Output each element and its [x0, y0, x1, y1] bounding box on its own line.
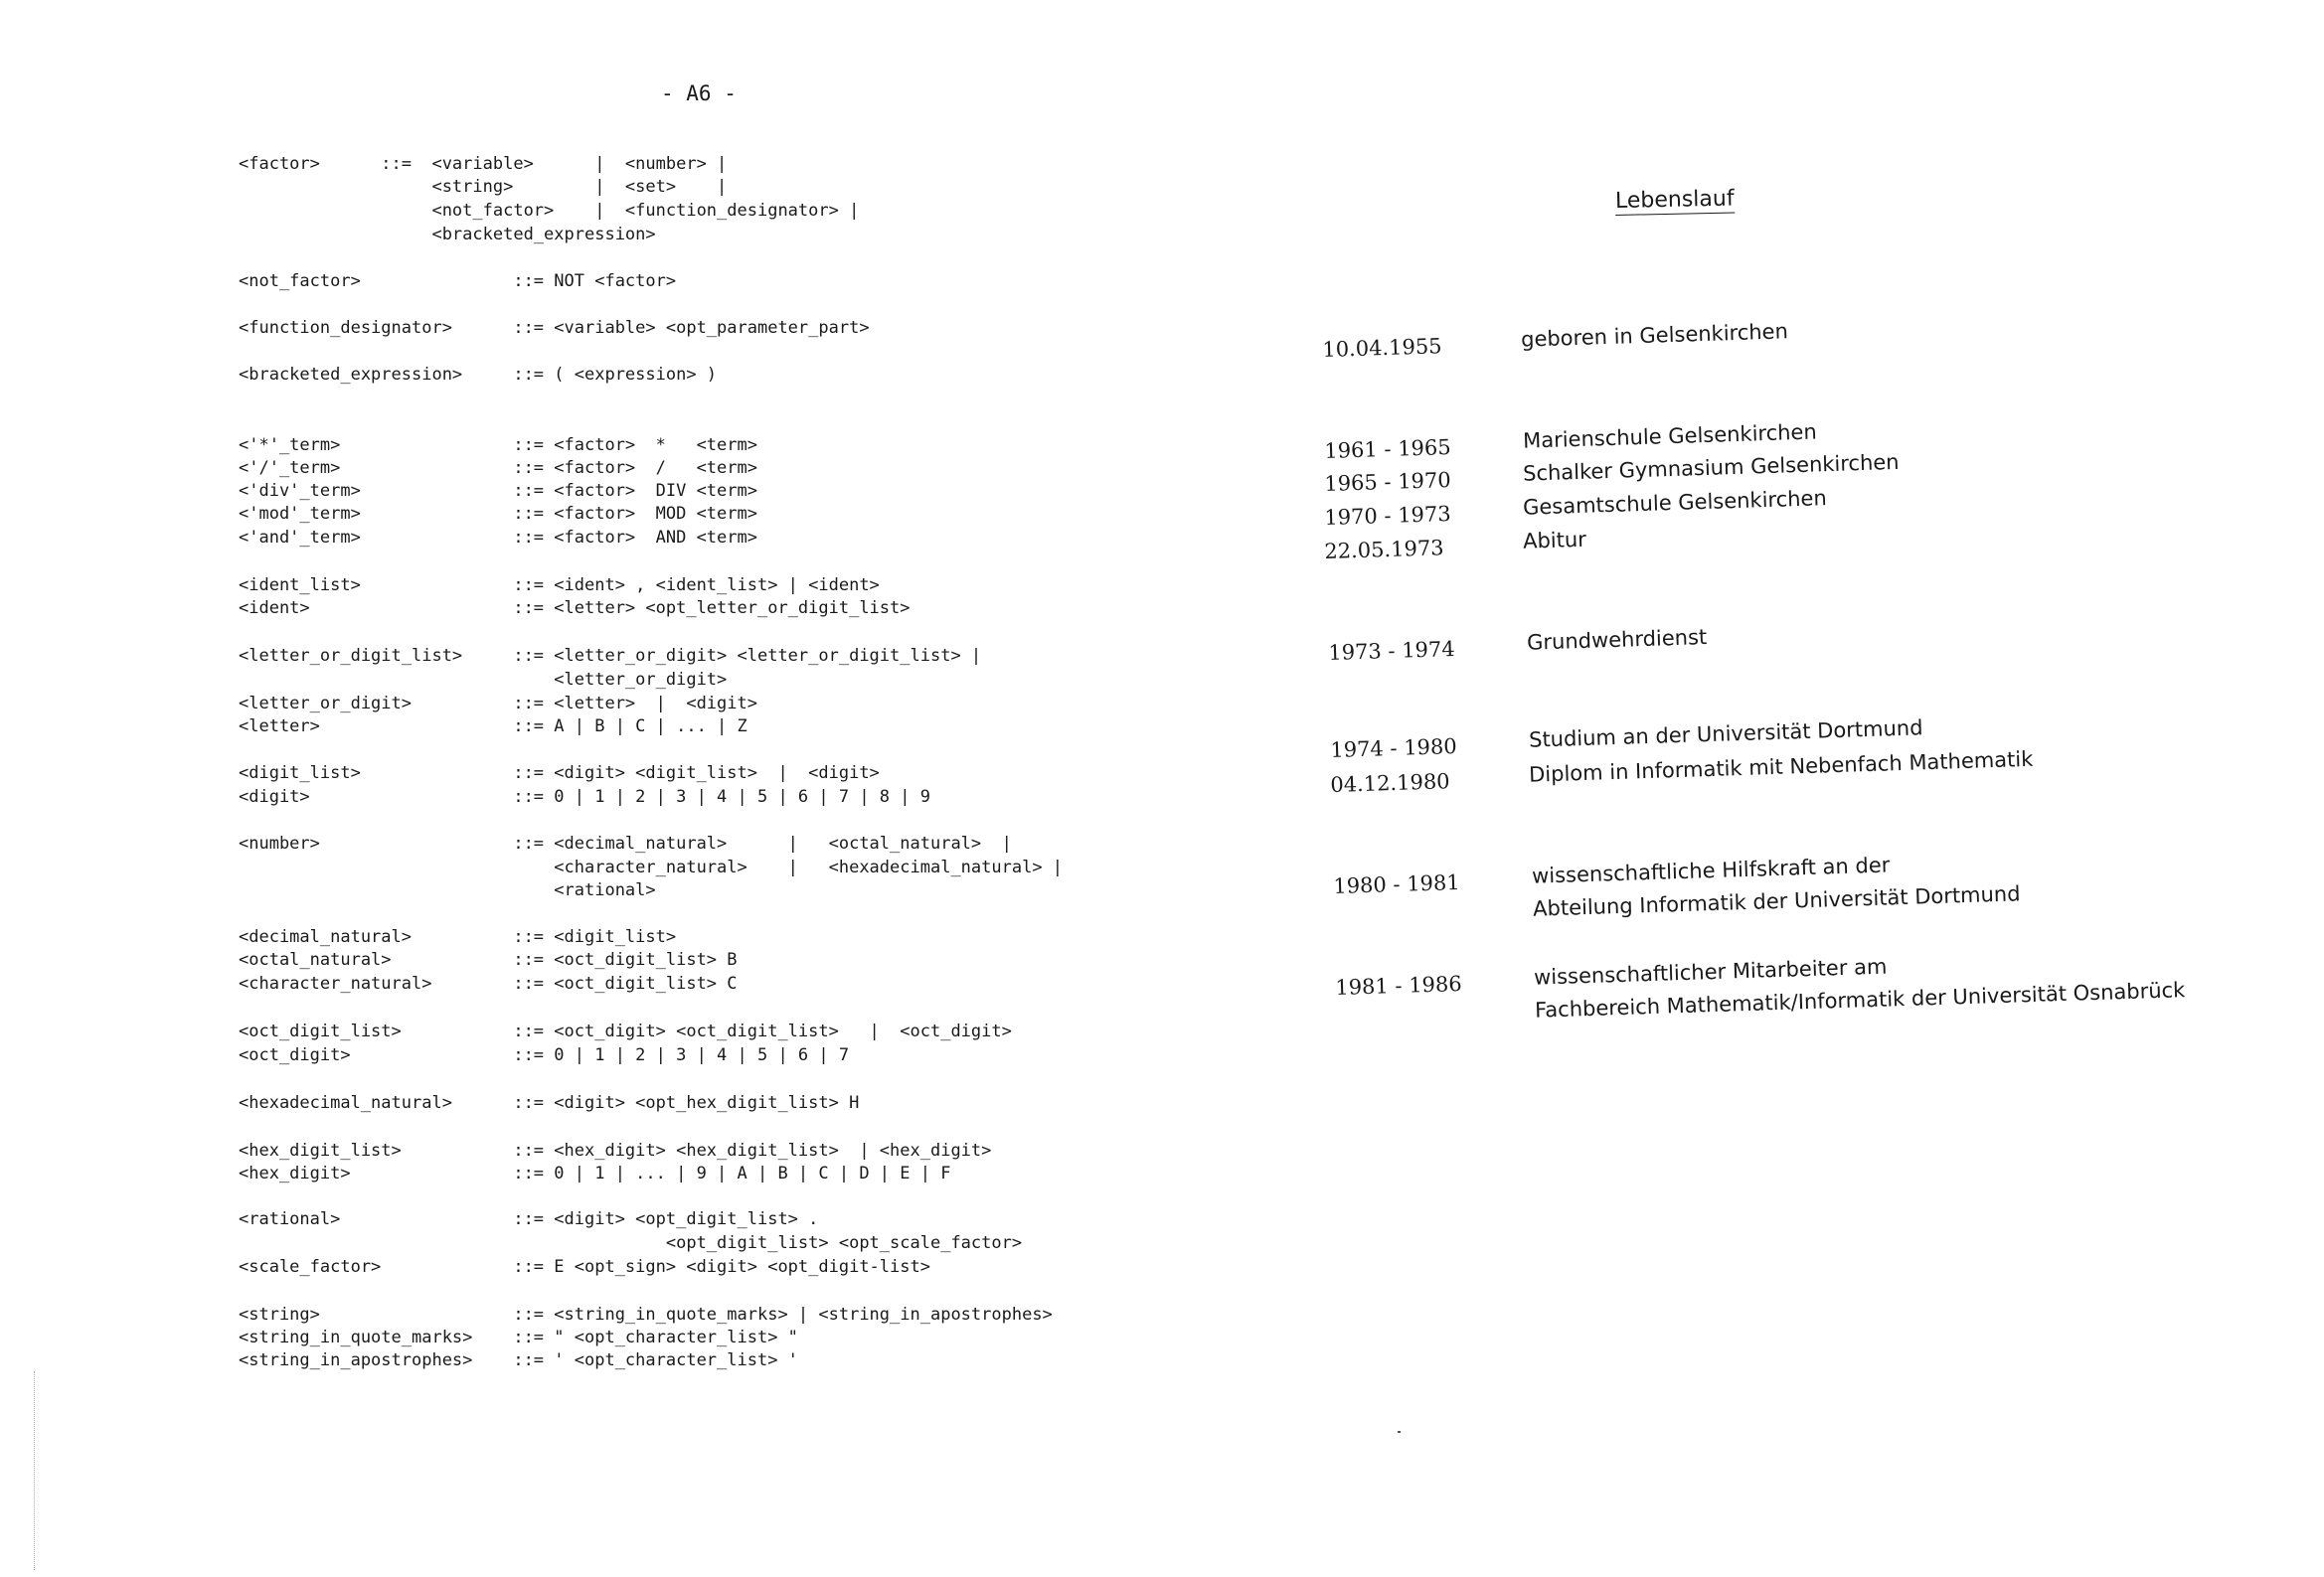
- cv-entry-text: Schalker Gymnasium Gelsenkirchen: [1522, 449, 1900, 486]
- cv-title: Lebenslauf: [1614, 186, 1735, 214]
- grammar-line: <character_natural> ::= <oct_digit_list> C: [239, 974, 738, 994]
- grammar-line: <digit> ::= 0 | 1 | 2 | 3 | 4 | 5 | 6 | 7 | 8 | 9: [239, 787, 930, 807]
- cv-entry-text: Studium an der Universität Dortmund: [1528, 715, 1923, 752]
- grammar-line: <'mod'_term> ::= <factor> MOD <term>: [239, 504, 757, 524]
- cv-entry-date: 04.12.1980: [1330, 769, 1450, 797]
- grammar-line: <ident> ::= <letter> <opt_letter_or_digit_list>: [239, 598, 911, 618]
- grammar-line: <decimal_natural> ::= <digit_list>: [239, 927, 677, 947]
- grammar-line: <string_in_quote_marks> ::= " <opt_character_list> ": [239, 1328, 798, 1347]
- cv-entry-date: 10.04.1955: [1322, 334, 1442, 362]
- grammar-line: <'div'_term> ::= <factor> DIV <term>: [239, 481, 757, 501]
- grammar-line: <string> ::= <string_in_quote_marks> | <string_in_apostrophes>: [239, 1305, 1053, 1325]
- cv-entry-date: 22.05.1973: [1324, 536, 1444, 563]
- grammar-line: <rational> ::= <digit> <opt_digit_list> .: [239, 1209, 819, 1229]
- grammar-line: <scale_factor> ::= E <opt_sign> <digit> <opt_digit-list>: [239, 1257, 930, 1277]
- grammar-line: <digit_list> ::= <digit> <digit_list> | <digit>: [239, 763, 880, 783]
- grammar-line: <function_designator> ::= <variable> <opt_parameter_part>: [239, 318, 870, 338]
- cv-entry-text: wissenschaftliche Hilfskraft an der Abteilung Informatik der Universität Dortmund: [1531, 853, 2021, 921]
- grammar-line: <'*'_term> ::= <factor> * <term>: [239, 435, 757, 455]
- grammar-line: <string_in_apostrophes> ::= ' <opt_character_list> ': [239, 1350, 798, 1370]
- grammar-line: <'/'_term> ::= <factor> / <term>: [239, 458, 757, 478]
- grammar-line: <letter_or_digit>: [239, 670, 728, 690]
- grammar-line: <hex_digit_list> ::= <hex_digit> <hex_digit_list> | <hex_digit>: [239, 1141, 992, 1161]
- grammar-line: <'and'_term> ::= <factor> AND <term>: [239, 528, 757, 548]
- grammar-line: <letter_or_digit_list> ::= <letter_or_digit> <letter_or_digit_list> |: [239, 646, 982, 666]
- cv-entry-date: 1965 - 1970: [1324, 468, 1452, 496]
- cv-entry-text: wissenschaftlicher Mitarbeiter am Fachbereich Mathematik/Informatik der Universität Osnabrück: [1533, 954, 2186, 1023]
- cv-entry-text: Grundwehrdienst: [1526, 625, 1708, 655]
- grammar-line: <character_natural> | <hexadecimal_natural> |: [239, 858, 1064, 877]
- grammar-line: <letter_or_digit> ::= <letter> | <digit>: [239, 694, 757, 713]
- cv-entry-text: Marienschule Gelsenkirchen: [1522, 419, 1818, 453]
- grammar-line: <letter> ::= A | B | C | ... | Z: [239, 716, 747, 736]
- grammar-line: <opt_digit_list> <opt_scale_factor>: [239, 1233, 1023, 1253]
- grammar-line: <bracketed_expression> ::= ( <expression> ): [239, 365, 718, 385]
- cv-entry-text: Abitur: [1522, 527, 1587, 553]
- cv-entry-text: Diplom in Informatik mit Nebenfach Mathematik: [1528, 746, 2034, 787]
- cv-entry-text: geboren in Gelsenkirchen: [1520, 319, 1789, 352]
- grammar-line: <octal_natural> ::= <oct_digit_list> B: [239, 950, 738, 970]
- grammar-line: <hexadecimal_natural> ::= <digit> <opt_hex_digit_list> H: [239, 1093, 860, 1113]
- grammar-line: <oct_digit> ::= 0 | 1 | 2 | 3 | 4 | 5 | 6 | 7: [239, 1045, 850, 1065]
- grammar-line: <hex_digit> ::= 0 | 1 | ... | 9 | A | B | C | D | E | F: [239, 1164, 951, 1183]
- grammar-line: <bracketed_expression>: [239, 225, 656, 244]
- cv-entry-text: Gesamtschule Gelsenkirchen: [1522, 486, 1828, 520]
- grammar-line: <factor> ::= <variable> | <number> |: [239, 154, 728, 174]
- cv-entry-date: 1974 - 1980: [1330, 734, 1458, 762]
- grammar-line: <number> ::= <decimal_natural> | <octal_natural> |: [239, 834, 1012, 854]
- grammar-listing: [0, 0, 1153, 1577]
- cv-entry-date: 1961 - 1965: [1324, 435, 1452, 463]
- grammar-line: <string> | <set> |: [239, 177, 728, 197]
- scan-margin-dots: [34, 1371, 35, 1570]
- grammar-line: <oct_digit_list> ::= <oct_digit> <oct_digit_list> | <oct_digit>: [239, 1022, 1012, 1041]
- grammar-line: <ident_list> ::= <ident> , <ident_list> | <ident>: [239, 575, 880, 595]
- grammar-line: <rational>: [239, 880, 656, 900]
- cv-entry-date: 1980 - 1981: [1333, 870, 1461, 898]
- cv-entry-date: 1981 - 1986: [1335, 972, 1463, 1000]
- scan-speck: [1398, 1431, 1401, 1433]
- page-number: - A6 -: [661, 81, 737, 105]
- cv-entry-date: 1973 - 1974: [1328, 637, 1456, 665]
- grammar-line: <not_factor> | <function_designator> |: [239, 201, 860, 221]
- curriculum-vitae: [1292, 0, 2316, 1577]
- grammar-line: <not_factor> ::= NOT <factor>: [239, 271, 677, 291]
- cv-entry-date: 1970 - 1973: [1324, 502, 1452, 530]
